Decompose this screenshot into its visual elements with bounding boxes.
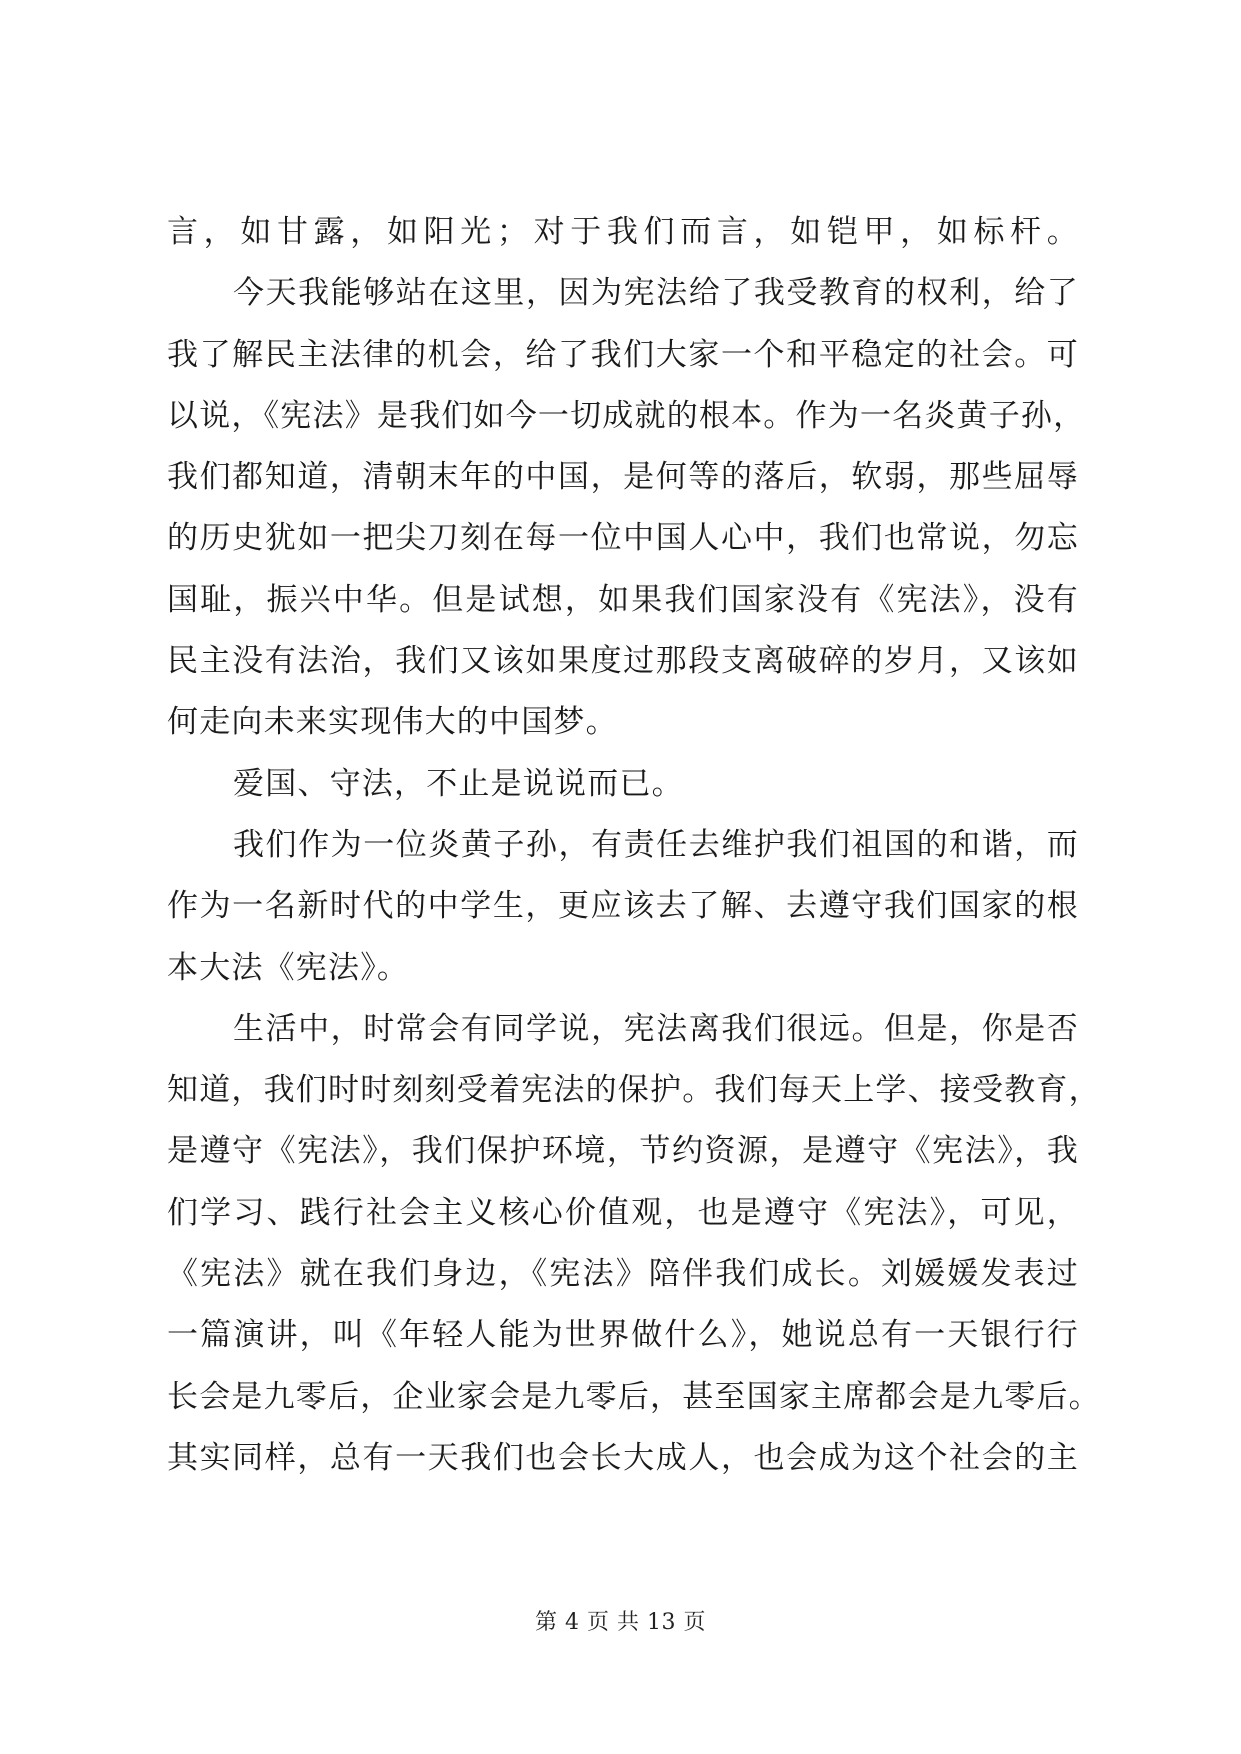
text-line: 民主没有法治，我们又该如果度过那段支离破碎的岁月，又该如: [167, 643, 1079, 680]
text-line: 我们都知道，清朝末年的中国，是何等的落后，软弱，那些屈辱: [167, 459, 1079, 496]
text-line: 我了解民主法律的机会，给了我们大家一个和平稳定的社会。可: [167, 336, 1079, 373]
text-line: 其实同样，总有一天我们也会长大成人，也会成为这个社会的主: [167, 1439, 1079, 1476]
text-line: 《宪法》就在我们身边，《宪法》陪伴我们成长。刘媛媛发表过: [167, 1256, 1079, 1293]
text-line: 以说，《宪法》是我们如今一切成就的根本。作为一名炎黄子孙，: [167, 397, 1086, 434]
text-line: 何走向未来实现伟大的中国梦。: [167, 704, 618, 741]
page-number-footer: 第 4 页 共 13 页: [535, 1610, 706, 1635]
text-line: 知道，我们时时刻刻受着宪法的保护。我们每天上学、接受教育，: [167, 1072, 1101, 1109]
text-line: 爱国、守法，不止是说说而已。: [233, 765, 684, 802]
text-line: 作为一名新时代的中学生，更应该去了解、去遵守我们国家的根: [167, 888, 1079, 925]
text-line: 是遵守《宪法》，我们保护环境，节约资源，是遵守《宪法》，我: [167, 1133, 1079, 1170]
body-text: [167, 202, 1101, 1489]
text-line: 们学习、践行社会主义核心价值观，也是遵守《宪法》，可见，: [167, 1194, 1079, 1231]
text-line: 的历史犹如一把尖刀刻在每一位中国人心中，我们也常说，勿忘: [167, 520, 1079, 557]
text-line: 言，如甘露，如阳光；对于我们而言，如铠甲，如标杆。: [167, 214, 1079, 250]
text-line: 生活中，时常会有同学说，宪法离我们很远。但是，你是否: [233, 1010, 1079, 1047]
text-line: 本大法《宪法》。: [167, 949, 410, 986]
text-line: 国耻，振兴中华。但是试想，如果我们国家没有《宪法》，没有: [167, 581, 1079, 618]
text-line: 今天我能够站在这里，因为宪法给了我受教育的权利，给了: [233, 275, 1079, 312]
text-line: 长会是九零后，企业家会是九零后，甚至国家主席都会是九零后。: [167, 1378, 1101, 1415]
text-line: 一篇演讲，叫《年轻人能为世界做什么》，她说总有一天银行行: [167, 1317, 1079, 1354]
text-line: 我们作为一位炎黄子孙，有责任去维护我们祖国的和谐，而: [233, 826, 1079, 863]
